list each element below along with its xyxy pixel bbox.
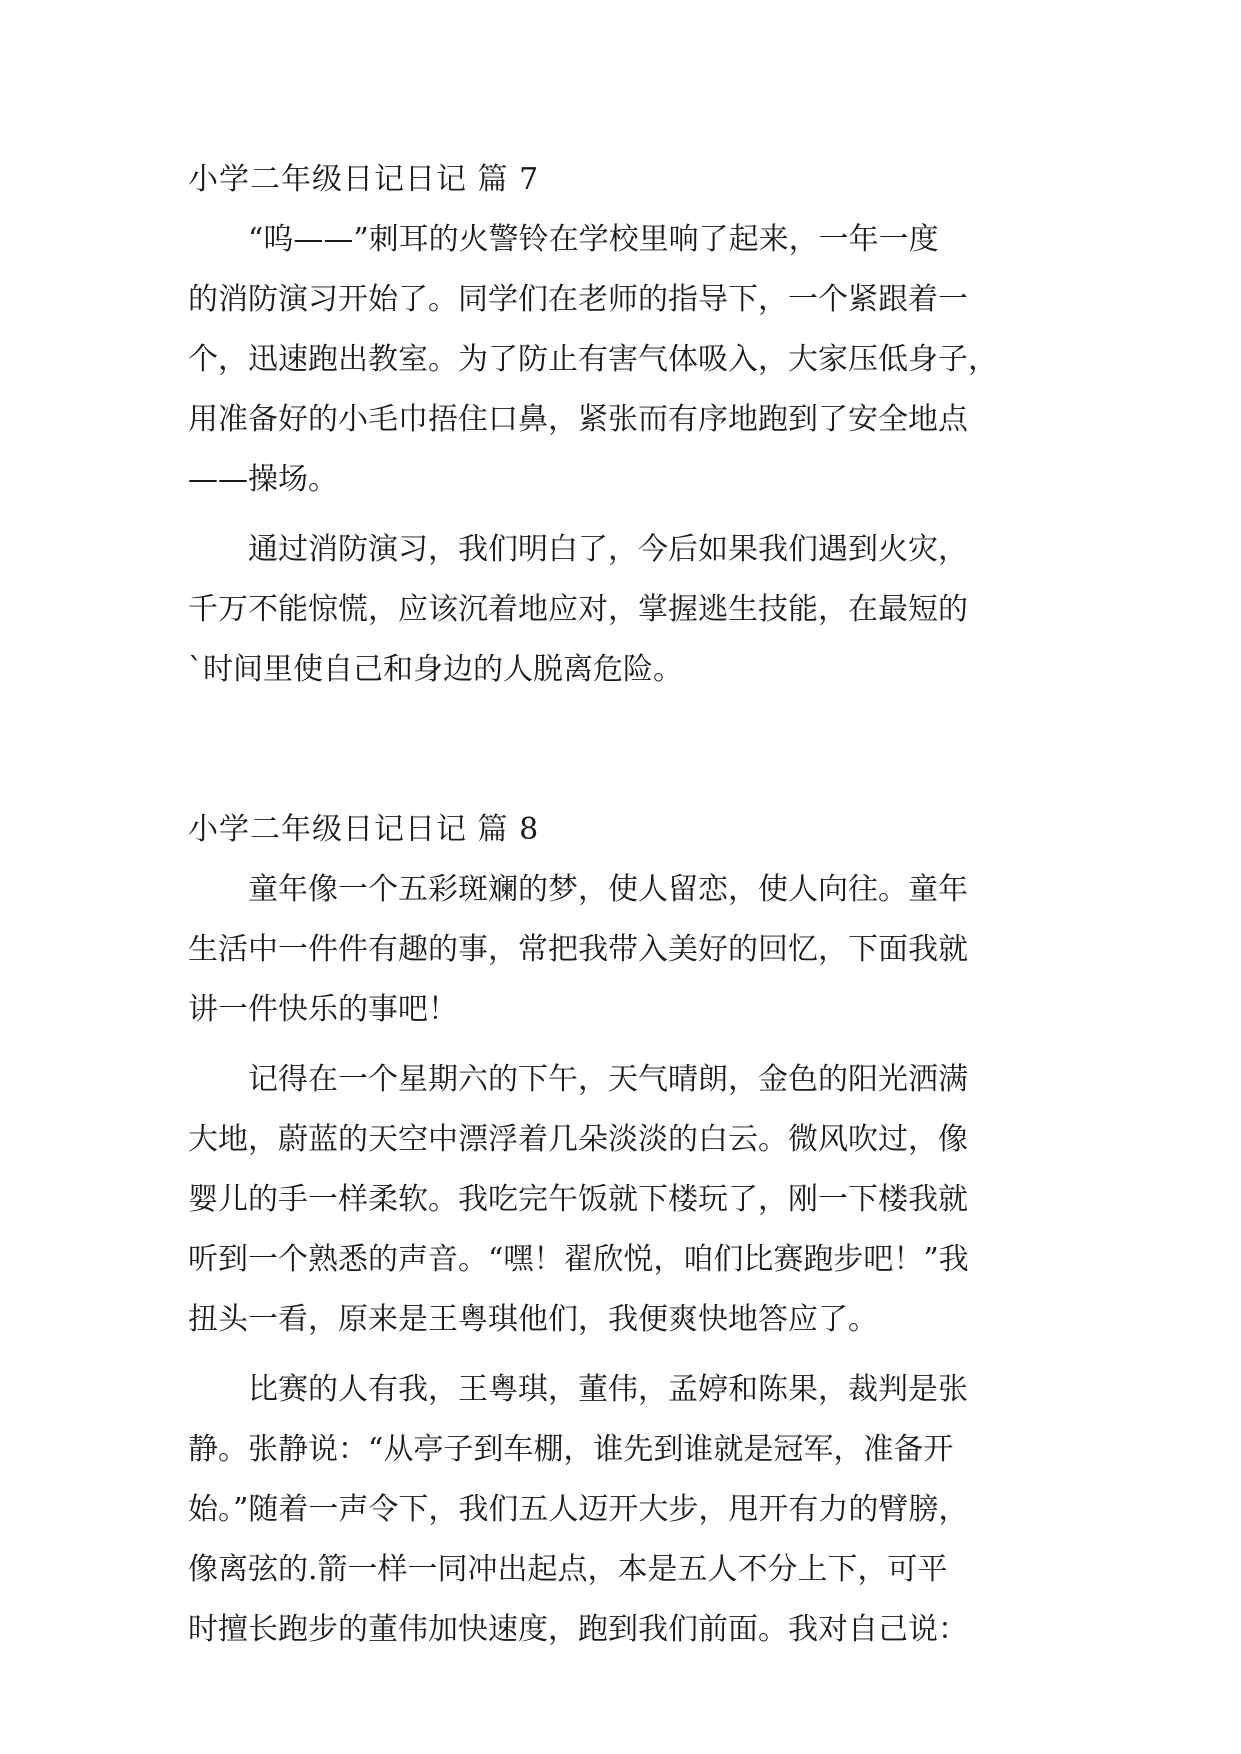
- text-line: 用准备好的小毛巾捂住口鼻，紧张而有序地跑到了安全地点: [188, 402, 968, 437]
- text-line: 千万不能惊慌，应该沉着地应对，掌握逃生技能，在最短的: [188, 592, 968, 627]
- paragraph: [188, 1360, 1058, 1660]
- text-line: 听到一个熟悉的声音。“嘿！翟欣悦，咱们比赛跑步吧！”我: [188, 1242, 969, 1277]
- text-line: 始。”随着一声令下，我们五人迈开大步，甩开有力的臂膀，: [188, 1492, 969, 1527]
- text-line: 比赛的人有我，王粤琪，董伟，孟婷和陈果，裁判是张: [248, 1372, 968, 1407]
- paragraph: [188, 210, 1058, 510]
- text-line: 个，迅速跑出教室。为了防止有害气体吸入，大家压低身子，: [188, 342, 998, 377]
- section-title: 小学二年级日记日记 篇 7: [188, 162, 540, 197]
- text-line: 记得在一个星期六的下午，天气晴朗，金色的阳光洒满: [248, 1062, 968, 1097]
- document-page: [188, 150, 1058, 1670]
- paragraph: [188, 520, 1058, 700]
- text-line: ——操场。: [188, 462, 338, 497]
- text-line: 静。张静说：“从亭子到车棚，谁先到谁就是冠军，准备开: [188, 1432, 954, 1467]
- text-line: 时擅长跑步的董伟加快速度，跑到我们前面。我对自己说：: [188, 1612, 968, 1647]
- text-line: 大地，蔚蓝的天空中漂浮着几朵淡淡的白云。微风吹过，像: [188, 1122, 968, 1157]
- paragraph: [188, 1050, 1058, 1350]
- text-line: 通过消防演习，我们明白了，今后如果我们遇到火灾，: [248, 532, 968, 567]
- text-line: 像离弦的.箭一样一同冲出起点，本是五人不分上下，可平: [188, 1552, 948, 1587]
- section-diary-8: [188, 800, 1058, 1660]
- text-line: `时间里使自己和身边的人脱离危险。: [188, 652, 683, 687]
- text-line: 生活中一件件有趣的事，常把我带入美好的回忆，下面我就: [188, 932, 968, 967]
- text-line: 婴儿的手一样柔软。我吃完午饭就下楼玩了，刚一下楼我就: [188, 1182, 968, 1217]
- section-title: 小学二年级日记日记 篇 8: [188, 812, 540, 847]
- section-gap: [188, 710, 1058, 800]
- text-line: “呜——”刺耳的火警铃在学校里响了起来，一年一度: [248, 222, 939, 257]
- text-line: 的消防演习开始了。同学们在老师的指导下，一个紧跟着一: [188, 282, 968, 317]
- paragraph: [188, 860, 1058, 1040]
- text-line: 讲一件快乐的事吧！: [188, 992, 458, 1027]
- text-line: 扭头一看，原来是王粤琪他们，我便爽快地答应了。: [188, 1302, 878, 1337]
- text-line: 童年像一个五彩斑斓的梦，使人留恋，使人向往。童年: [248, 872, 968, 907]
- section-diary-7: [188, 150, 1058, 700]
